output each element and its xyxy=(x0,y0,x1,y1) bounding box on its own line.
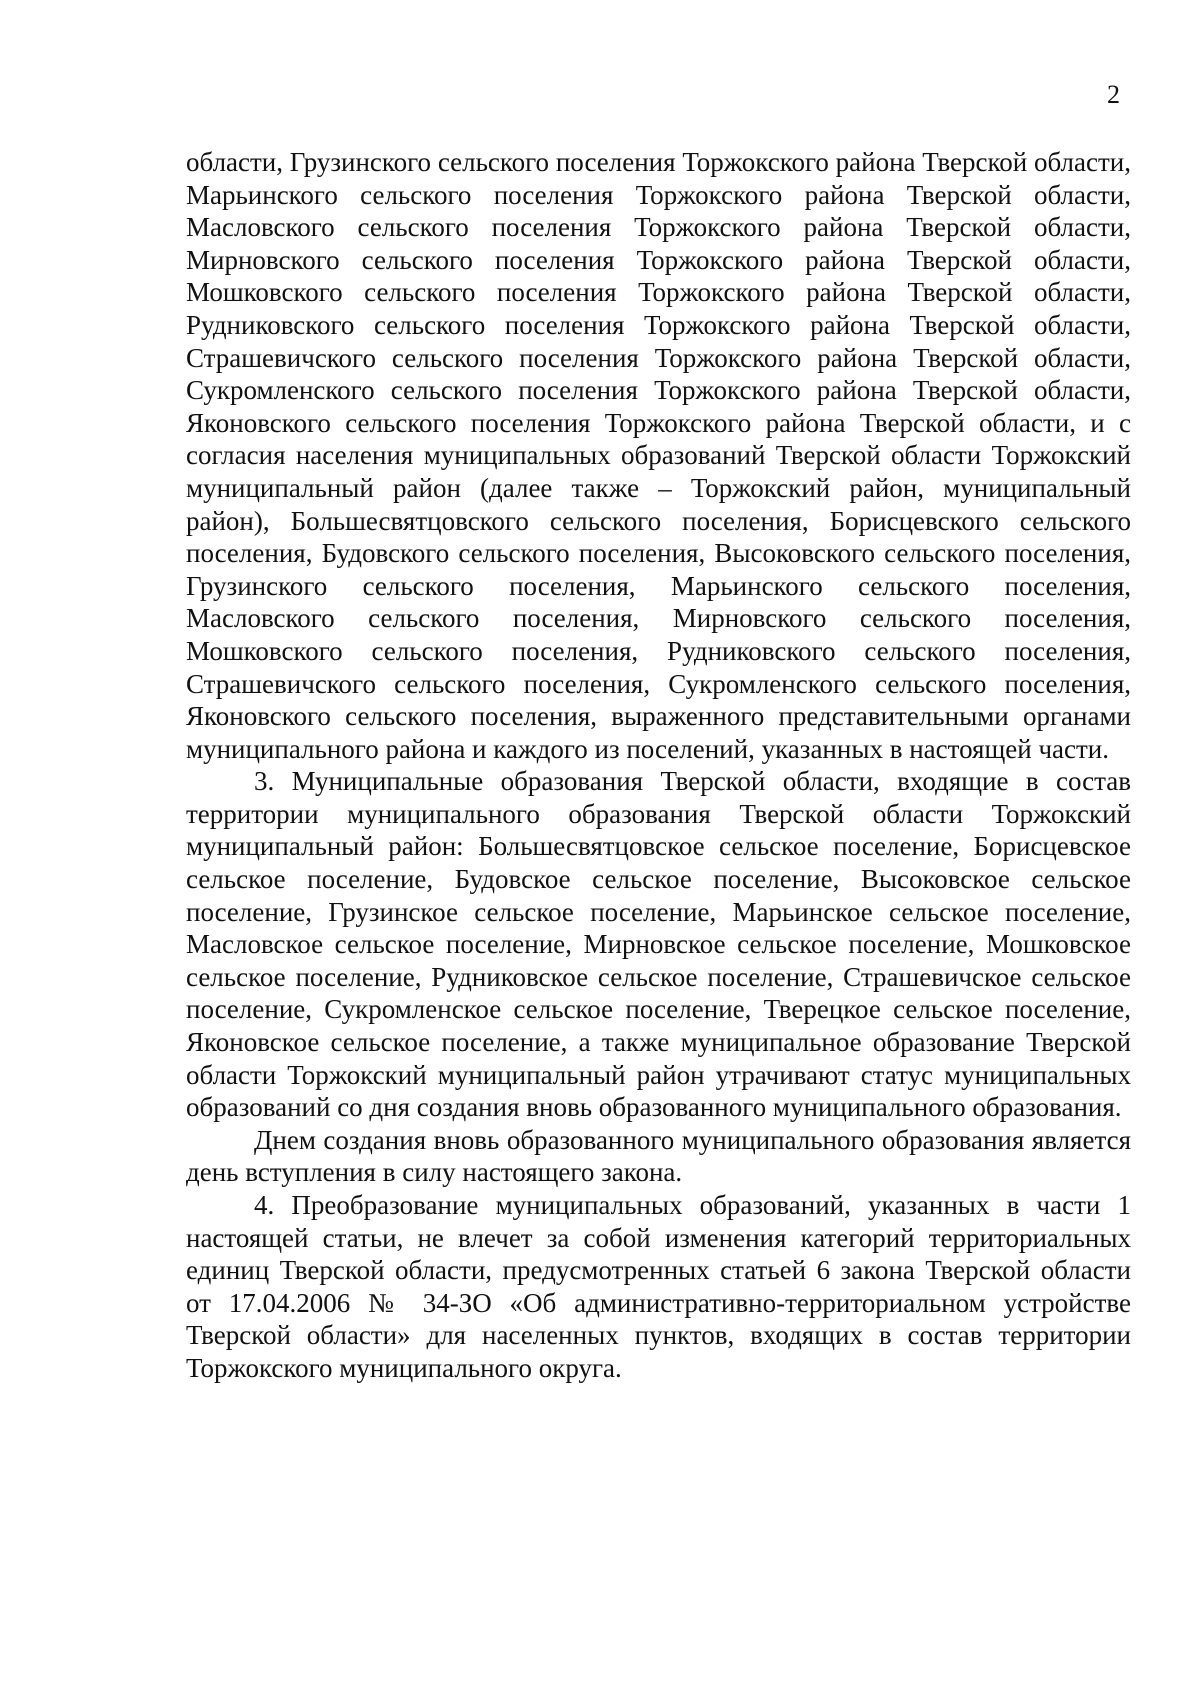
document-body xyxy=(186,146,1131,1385)
paragraph-part-3: 3. Муниципальные образования Тверской области, входящие в состав территории муниципального образования Тверской области Торжокский муниципальный район: Большесвятцовское сельское поселение, Борисцевское сельское поселение, Будовское сельское поселение, Высоковское сельское поселение, Грузинское сельское поселение, Марьинское сельское поселение, Масловское сельское поселение, Мирновское сельское поселение, Мошковское сельское поселение, Рудниковское сельское поселение, Страшевичское сельское поселение, Сукромленское сельское поселение, Тверецкое сельское поселение, Яконовское сельское поселение, а также муниципальное образование Тверской области Торжокский муниципальный район утрачивают статус муниципальных образований со дня создания вновь образованного муниципального образования. xyxy=(186,766,1131,1123)
paragraph-creation-day: Днем создания вновь образованного муниципального образования является день вступления в силу настоящего закона. xyxy=(186,1124,1131,1188)
paragraph-continuation: области, Грузинского сельского поселения Торжокского района Тверской области, Марьинского сельского поселения Торжокского района Тверской области, Масловского сельского поселения Торжокского района Тверской области, Мирновского сельского поселения Торжокского района Тверской области, Мошковского сельского поселения Торжокского района Тверской области, Рудниковского сельского поселения Торжокского района Тверской области, Страшевичского сельского поселения Торжокского района Тверской области, Сукромленского сельского поселения Торжокского района Тверской области, Яконовского сельского поселения Торжокского района Тверской области, и с согласия населения муниципальных образований Тверской области Торжокский муниципальный район (далее также – Торжокский район, муниципальный район), Большесвятцовского сельского поселения, Борисцевского сельского поселения, Будовского сельского поселения, Высоковского сельского поселения, Грузинского сельского поселения, Марьинского сельского поселения, Масловского сельского поселения, Мирновского сельского поселения, Мошковского сельского поселения, Рудниковского сельского поселения, Страшевичского сельского поселения, Сукромленского сельского поселения, Яконовского сельского поселения, выраженного представительными органами муниципального района и каждого из поселений, указанных в настоящей части. xyxy=(186,147,1131,764)
page-number: 2 xyxy=(1107,80,1120,109)
paragraph-part-4: 4. Преобразование муниципальных образований, указанных в части 1 настоящей статьи, не влечет за собой изменения категорий территориальных единиц Тверской области, предусмотренных статьей 6 закона Тверской области от 17.04.2006 № 34-ЗО «Об административно-территориальном устройстве Тверской области» для населенных пунктов, входящих в состав территории Торжокского муниципального округа. xyxy=(186,1190,1131,1383)
